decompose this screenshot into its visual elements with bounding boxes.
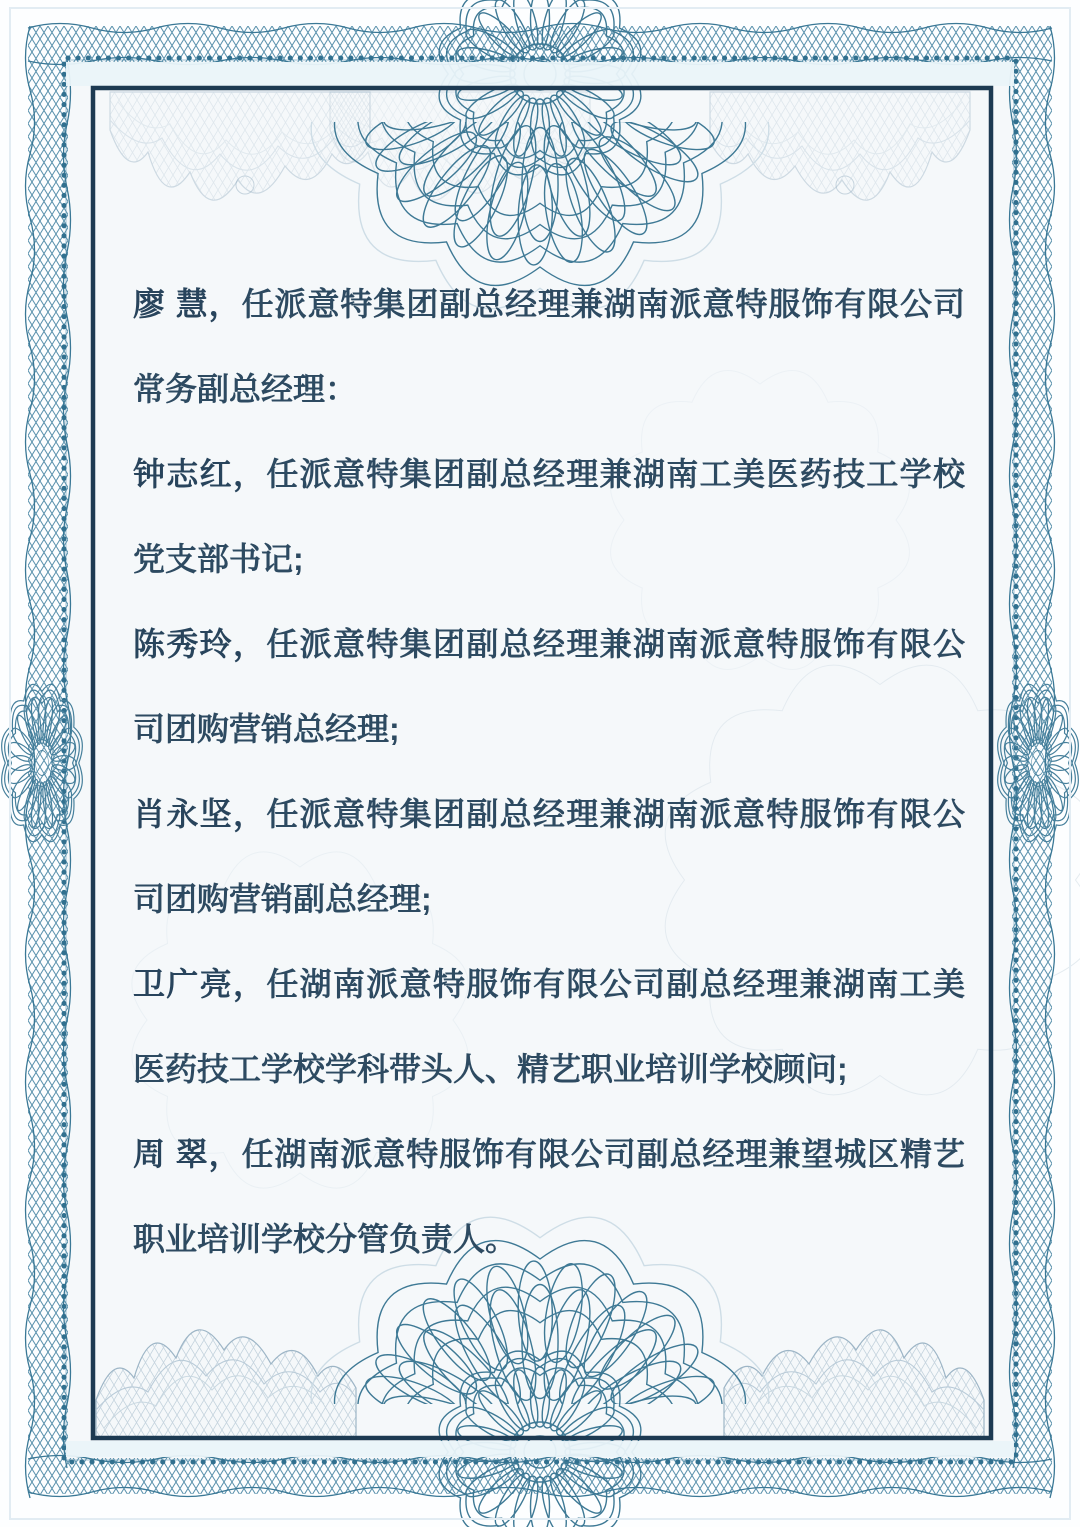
appointment-entry	[133, 432, 965, 602]
appointment-body: 任湖南派意特服饰有限公司副总经理兼望城区精艺职业培训学校分管负责人。	[133, 1136, 965, 1257]
appointment-body: 任湖南派意特服饰有限公司副总经理兼湖南工美医药技工学校学科带头人、精艺职业培训学校顾问;	[133, 966, 965, 1087]
appointment-entry	[133, 602, 965, 772]
top-gap-strip	[66, 62, 1014, 86]
person-name: 陈秀玲，	[133, 626, 267, 662]
appointment-entry	[133, 1112, 965, 1282]
appointment-body: 任派意特集团副总经理兼湖南派意特服饰有限公司团购营销总经理;	[133, 626, 965, 747]
bottom-gap-strip	[66, 1441, 1014, 1457]
person-name: 周 翠，	[133, 1136, 242, 1172]
appointment-body: 任派意特集团副总经理兼湖南工美医药技工学校党支部书记;	[133, 456, 965, 577]
person-name: 钟志红，	[133, 456, 267, 492]
person-name: 肖永坚，	[133, 796, 267, 832]
person-name: 卫广亮，	[133, 966, 267, 1002]
appointments-text	[133, 262, 965, 1282]
appointment-body: 任派意特集团副总经理兼湖南派意特服饰有限公司团购营销副总经理;	[133, 796, 965, 917]
appointment-body: 任派意特集团副总经理兼湖南派意特服饰有限公司常务副总经理：	[133, 286, 965, 407]
appointment-entry	[133, 262, 965, 432]
appointment-entry	[133, 942, 965, 1112]
appointment-entry	[133, 772, 965, 942]
person-name: 廖 慧，	[133, 286, 242, 322]
